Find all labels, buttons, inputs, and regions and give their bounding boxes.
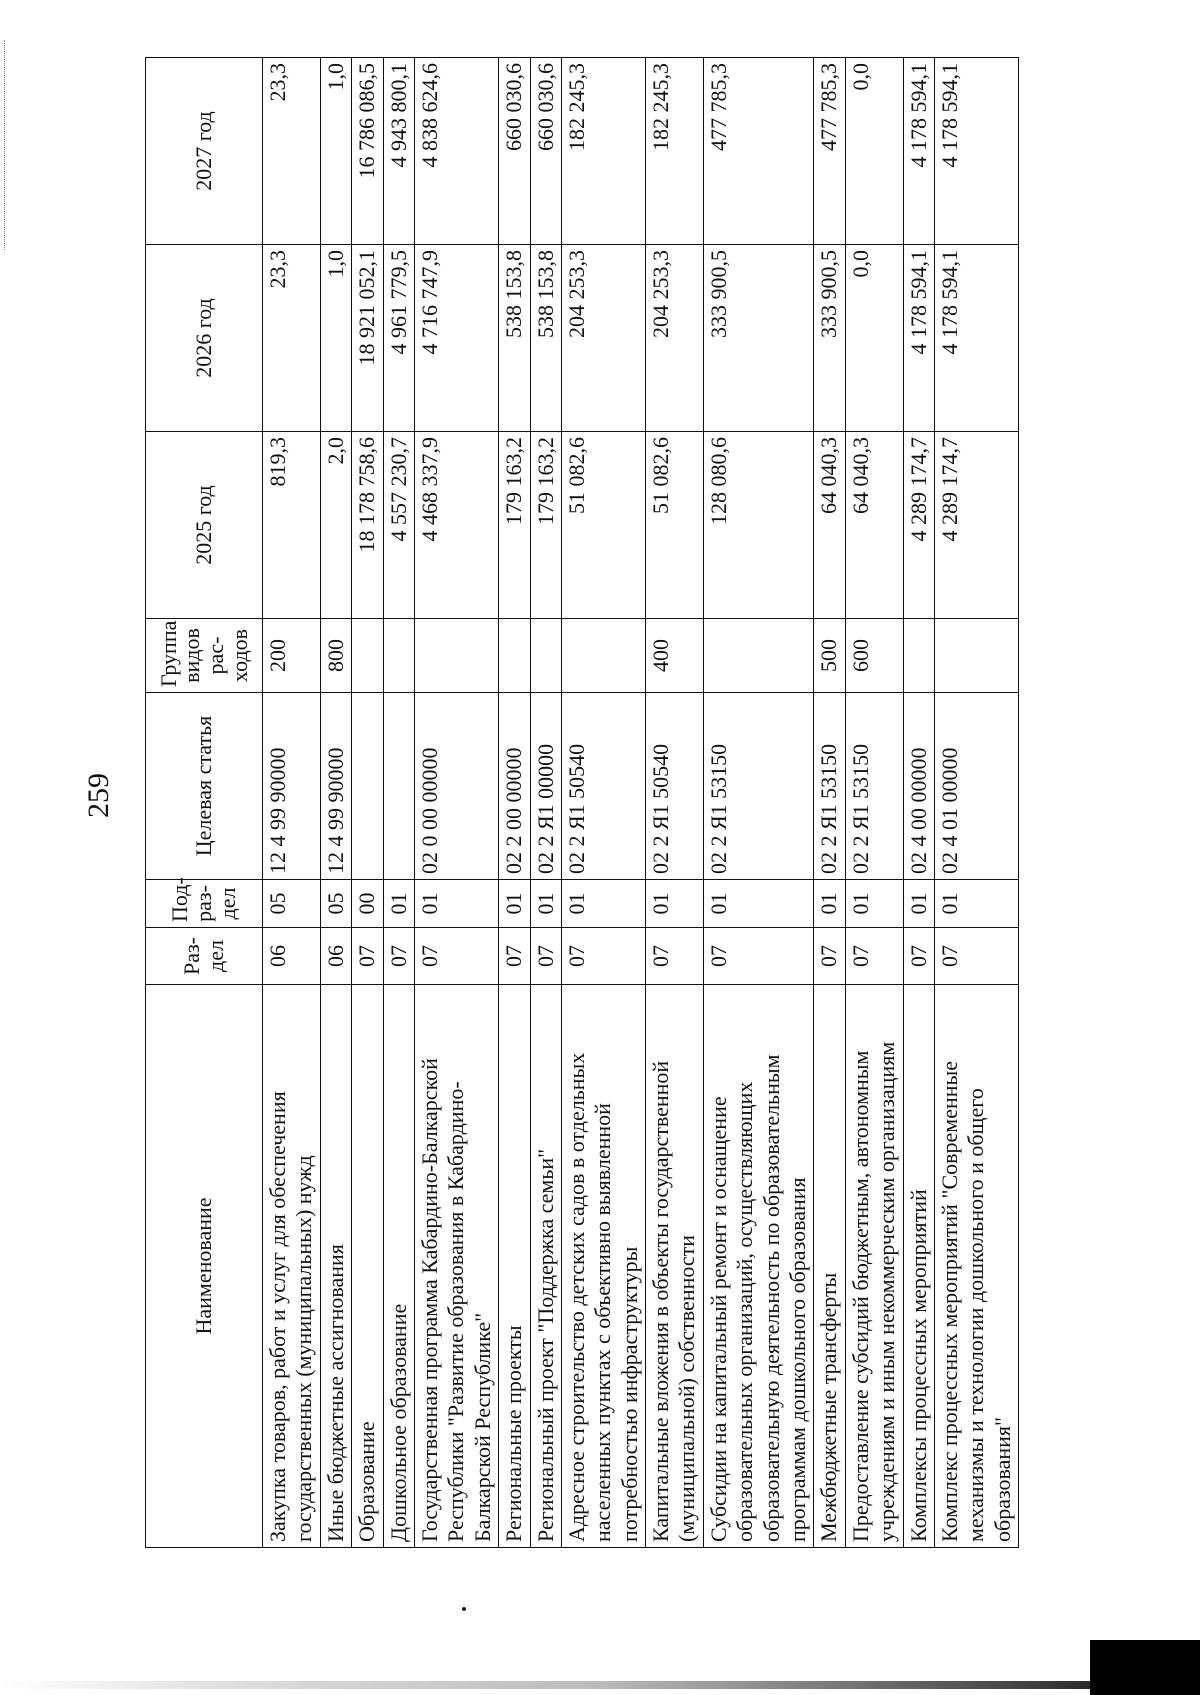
cell-celevaya-statya: 02 2 Я1 53150: [703, 693, 814, 880]
cell-podrazdel: 01: [934, 880, 1018, 928]
cell-podrazdel: 01: [845, 880, 903, 928]
cell-year-2027: 4 838 624,6: [414, 58, 498, 245]
table-row: [845, 58, 903, 1548]
cell-name: Региональный проект "Поддержка семьи": [530, 985, 561, 1548]
cell-year-2026: 4 961 779,5: [383, 245, 414, 432]
cell-year-2025: 4 289 174,7: [903, 432, 934, 619]
cell-razdel: 07: [934, 928, 1018, 985]
cell-podrazdel: 01: [561, 880, 645, 928]
cell-gruppa: [530, 619, 561, 693]
cell-year-2025: 179 163,2: [499, 432, 530, 619]
cell-razdel: 07: [903, 928, 934, 985]
cell-gruppa: 200: [263, 619, 321, 693]
header-name: Наименование: [146, 985, 263, 1548]
cell-gruppa: 500: [814, 619, 845, 693]
cell-year-2027: 4 178 594,1: [934, 58, 1018, 245]
cell-year-2027: 182 245,3: [561, 58, 645, 245]
cell-name: Предоставление субсидий бюджетным, автономным учреждениям и иным некоммерческим организациям: [845, 985, 903, 1548]
cell-year-2025: 18 178 758,6: [352, 432, 383, 619]
cell-name: Адресное строительство детских садов в отдельных населенных пунктах с объективно выявленной потребностью инфраструктуры: [561, 985, 645, 1548]
cell-year-2026: 538 153,8: [530, 245, 561, 432]
cell-celevaya-statya: 12 4 99 90000: [320, 693, 351, 880]
cell-year-2025: 64 040,3: [814, 432, 845, 619]
cell-year-2027: 660 030,6: [499, 58, 530, 245]
cell-razdel: 06: [263, 928, 321, 985]
table-row: [561, 58, 645, 1548]
cell-year-2025: 4 289 174,7: [934, 432, 1018, 619]
header-razdel: Раз-дел: [146, 928, 263, 985]
table-row: [530, 58, 561, 1548]
table-row: [263, 58, 321, 1548]
cell-year-2026: 4 716 747,9: [414, 245, 498, 432]
cell-year-2027: 182 245,3: [646, 58, 704, 245]
cell-name: Образование: [352, 985, 383, 1548]
cell-year-2025: 819,3: [263, 432, 321, 619]
cell-year-2026: 333 900,5: [703, 245, 814, 432]
table-body: [263, 58, 1019, 1548]
cell-razdel: 07: [530, 928, 561, 985]
cell-year-2027: 0,0: [845, 58, 903, 245]
cell-razdel: 07: [352, 928, 383, 985]
cell-podrazdel: 05: [320, 880, 351, 928]
cell-podrazdel: 00: [352, 880, 383, 928]
budget-table: [145, 57, 1019, 1548]
cell-gruppa: [903, 619, 934, 693]
cell-year-2025: 51 082,6: [646, 432, 704, 619]
cell-name: Межбюджетные трансферты: [814, 985, 845, 1548]
cell-year-2027: 4 178 594,1: [903, 58, 934, 245]
cell-year-2026: 1,0: [320, 245, 351, 432]
cell-year-2027: 23,3: [263, 58, 321, 245]
table-row: [352, 58, 383, 1548]
header-celevaya-statya: Целевая статья: [146, 693, 263, 880]
cell-year-2026: 204 253,3: [561, 245, 645, 432]
cell-year-2026: 4 178 594,1: [934, 245, 1018, 432]
header-year-2025: 2025 год: [146, 432, 263, 619]
cell-razdel: 07: [814, 928, 845, 985]
table-row: [703, 58, 814, 1548]
cell-year-2027: 660 030,6: [530, 58, 561, 245]
cell-podrazdel: 01: [703, 880, 814, 928]
cell-year-2026: 4 178 594,1: [903, 245, 934, 432]
cell-razdel: 07: [499, 928, 530, 985]
cell-year-2026: 18 921 052,1: [352, 245, 383, 432]
cell-year-2027: 16 786 086,5: [352, 58, 383, 245]
scan-speck: [462, 1607, 466, 1611]
cell-celevaya-statya: 02 2 00 00000: [499, 693, 530, 880]
cell-celevaya-statya: [383, 693, 414, 880]
cell-name: Капитальные вложения в объекты государственной (муниципальной) собственности: [646, 985, 704, 1548]
table-row: [903, 58, 934, 1548]
cell-year-2026: 333 900,5: [814, 245, 845, 432]
cell-podrazdel: 01: [383, 880, 414, 928]
table-row: [499, 58, 530, 1548]
cell-year-2027: 477 785,3: [703, 58, 814, 245]
cell-year-2027: 477 785,3: [814, 58, 845, 245]
cell-podrazdel: 01: [903, 880, 934, 928]
cell-year-2026: 204 253,3: [646, 245, 704, 432]
cell-name: Иные бюджетные ассигнования: [320, 985, 351, 1548]
cell-gruppa: [414, 619, 498, 693]
scan-corner-shadow: [1090, 1640, 1200, 1695]
cell-year-2025: 179 163,2: [530, 432, 561, 619]
header-year-2026: 2026 год: [146, 245, 263, 432]
cell-name: Комплексы процессных мероприятий: [903, 985, 934, 1548]
cell-razdel: 06: [320, 928, 351, 985]
cell-year-2025: 4 468 337,9: [414, 432, 498, 619]
scan-bottom-edge: [0, 1681, 1200, 1689]
cell-name: Закупка товаров, работ и услуг для обеспечения государственных (муниципальных) нужд: [263, 985, 321, 1548]
cell-razdel: 07: [646, 928, 704, 985]
cell-podrazdel: 01: [814, 880, 845, 928]
cell-celevaya-statya: 02 2 Я1 53150: [814, 693, 845, 880]
cell-gruppa: [499, 619, 530, 693]
cell-celevaya-statya: 02 2 Я1 50540: [561, 693, 645, 880]
cell-gruppa: [703, 619, 814, 693]
cell-podrazdel: 01: [530, 880, 561, 928]
cell-gruppa: 800: [320, 619, 351, 693]
cell-celevaya-statya: 02 2 Я1 53150: [845, 693, 903, 880]
table-row: [814, 58, 845, 1548]
cell-gruppa: [934, 619, 1018, 693]
cell-celevaya-statya: 02 2 Я1 50540: [646, 693, 704, 880]
table-row: [934, 58, 1018, 1548]
cell-podrazdel: 05: [263, 880, 321, 928]
table-row: [414, 58, 498, 1548]
cell-year-2025: 128 080,6: [703, 432, 814, 619]
cell-year-2025: 64 040,3: [845, 432, 903, 619]
cell-name: Дошкольное образование: [383, 985, 414, 1548]
cell-celevaya-statya: 02 0 00 00000: [414, 693, 498, 880]
header-podrazdel: Под-раз-дел: [146, 880, 263, 928]
cell-razdel: 07: [703, 928, 814, 985]
cell-gruppa: [561, 619, 645, 693]
cell-razdel: 07: [383, 928, 414, 985]
cell-podrazdel: 01: [499, 880, 530, 928]
cell-gruppa: [383, 619, 414, 693]
cell-podrazdel: 01: [414, 880, 498, 928]
cell-razdel: 07: [414, 928, 498, 985]
cell-name: Субсидии на капитальный ремонт и оснащение образовательных организаций, осуществляющих образовательную деятельность по образовательным программам дошкольного образования: [703, 985, 814, 1548]
cell-name: Региональные проекты: [499, 985, 530, 1548]
cell-year-2026: 23,3: [263, 245, 321, 432]
cell-year-2025: 51 082,6: [561, 432, 645, 619]
page-number: 259: [82, 773, 115, 818]
scan-margin-dots: [4, 40, 8, 250]
cell-year-2027: 4 943 800,1: [383, 58, 414, 245]
table-header-row: [146, 58, 263, 1548]
rotated-table-container: [145, 58, 1200, 1548]
table-row: [646, 58, 704, 1548]
cell-year-2026: 0,0: [845, 245, 903, 432]
cell-razdel: 07: [845, 928, 903, 985]
header-gruppa-vidov-rashodov: Группа видов рас-ходов: [146, 619, 263, 693]
cell-name: Государственная программа Кабардино-Балкарской Республики "Развитие образования в Кабардино-Балкарской Республике": [414, 985, 498, 1548]
cell-celevaya-statya: 02 2 Я1 00000: [530, 693, 561, 880]
cell-podrazdel: 01: [646, 880, 704, 928]
cell-celevaya-statya: 12 4 99 90000: [263, 693, 321, 880]
header-year-2027: 2027 год: [146, 58, 263, 245]
cell-gruppa: 600: [845, 619, 903, 693]
cell-year-2027: 1,0: [320, 58, 351, 245]
table-row: [383, 58, 414, 1548]
cell-year-2025: 2,0: [320, 432, 351, 619]
table-row: [320, 58, 351, 1548]
cell-celevaya-statya: 02 4 01 00000: [934, 693, 1018, 880]
cell-gruppa: [352, 619, 383, 693]
cell-year-2026: 538 153,8: [499, 245, 530, 432]
cell-year-2025: 4 557 230,7: [383, 432, 414, 619]
cell-gruppa: 400: [646, 619, 704, 693]
cell-celevaya-statya: [352, 693, 383, 880]
cell-celevaya-statya: 02 4 00 00000: [903, 693, 934, 880]
cell-razdel: 07: [561, 928, 645, 985]
cell-name: Комплекс процессных мероприятий "Современные механизмы и технологии дошкольного и общего образования": [934, 985, 1018, 1548]
